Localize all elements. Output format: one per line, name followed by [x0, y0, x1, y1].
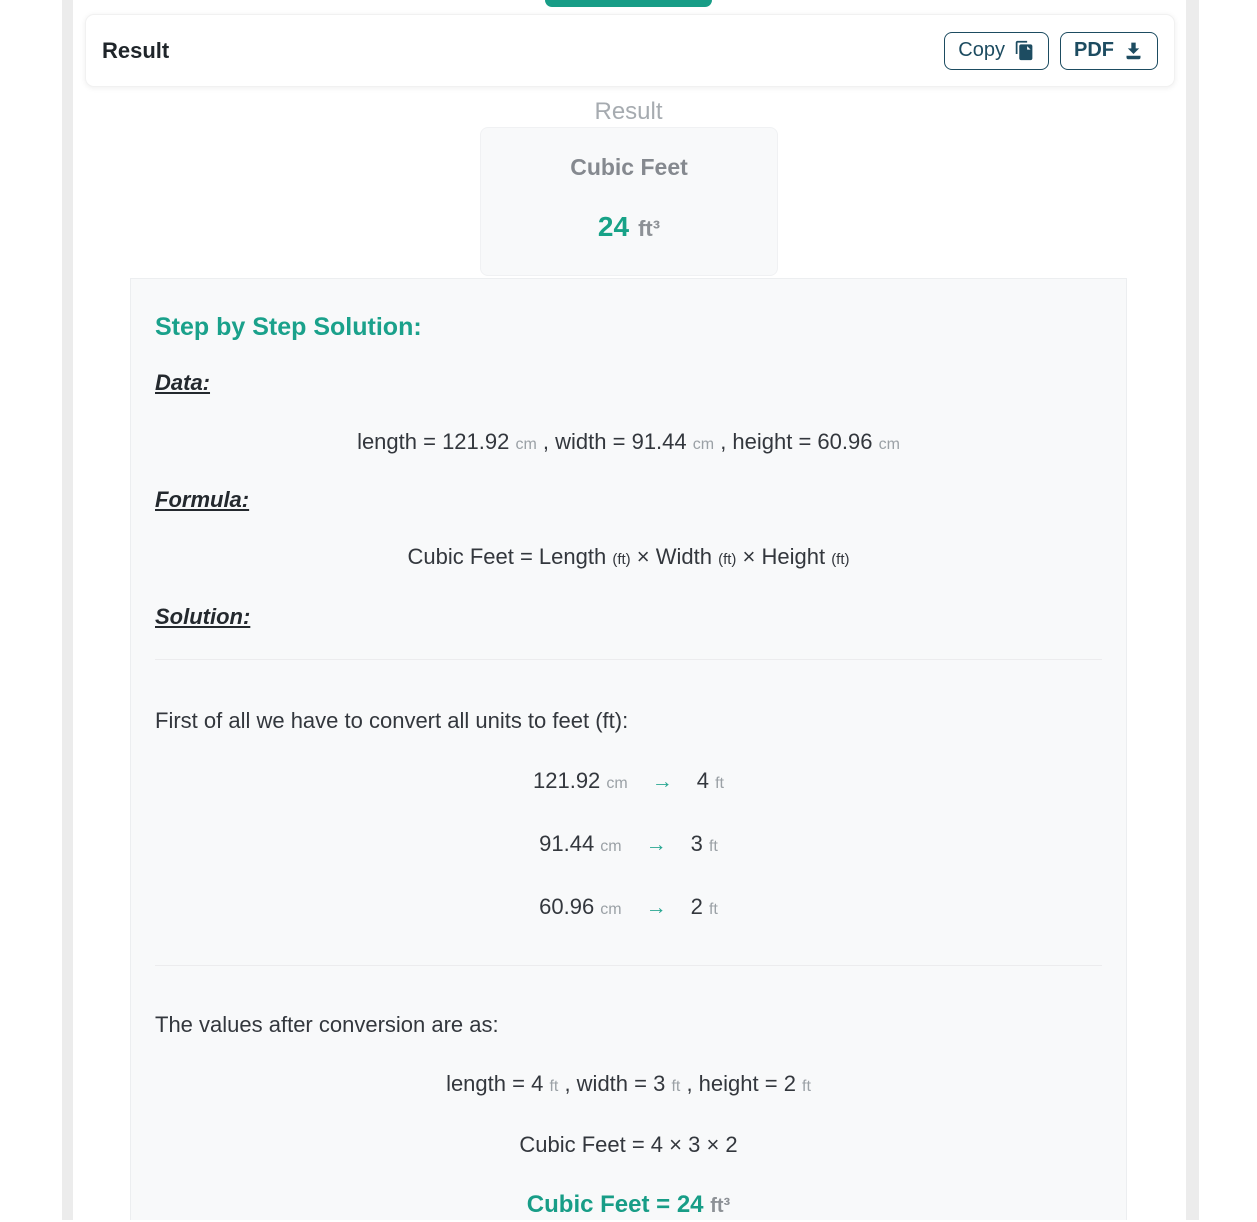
text-segment: 4	[696, 768, 716, 793]
text-segment: ft	[715, 775, 724, 792]
result-caption: Result	[594, 98, 663, 125]
text-segment: 2	[690, 894, 709, 919]
text-segment: (ft)	[831, 551, 850, 568]
formula-line	[155, 542, 1102, 575]
text-segment: 91.44	[539, 831, 601, 856]
pdf-button-label: PDF	[1074, 39, 1114, 61]
result-unit-name: Cubic Feet	[570, 154, 688, 180]
converted-values-line	[155, 1069, 1102, 1102]
text-segment: cm	[515, 436, 537, 453]
copy-button-label: Copy	[958, 39, 1005, 61]
text-segment: ft³	[710, 1195, 731, 1217]
text-segment: Cubic Feet = Length	[407, 544, 613, 569]
conversion-intro: First of all we have to convert all units to feet (ft):	[155, 708, 629, 733]
text-segment: , height = 2	[680, 1071, 803, 1096]
right-gutter-divider	[1186, 0, 1199, 1220]
result-header-card	[85, 14, 1175, 87]
text-segment: , width = 3	[558, 1071, 672, 1096]
pdf-button[interactable]	[1060, 32, 1158, 70]
text-segment: ft	[671, 1078, 681, 1095]
final-result-line	[155, 1189, 1102, 1222]
conversion-row	[155, 892, 1102, 925]
page-title: Result	[102, 37, 170, 63]
copy-icon	[1014, 40, 1035, 61]
header-actions	[944, 32, 1158, 70]
text-segment: (ft)	[718, 551, 737, 568]
step-solution-panel	[130, 278, 1127, 1220]
text-segment: (ft)	[612, 551, 631, 568]
text-segment: →	[645, 833, 667, 856]
text-segment: cm	[606, 775, 628, 792]
download-icon	[1123, 40, 1144, 61]
text-segment: × Height	[736, 544, 832, 569]
data-heading: Data:	[155, 370, 211, 395]
conversion-row	[155, 766, 1102, 799]
text-segment: cm	[692, 436, 715, 453]
text-segment: cm	[600, 838, 622, 855]
text-segment: length = 4	[446, 1071, 550, 1096]
step-solution-title: Step by Step Solution:	[155, 313, 422, 341]
divider	[155, 659, 1102, 660]
text-segment: , width = 91.44	[536, 429, 693, 454]
text-segment: ft	[549, 1078, 559, 1095]
result-value: 24	[597, 211, 630, 242]
text-segment: 121.92	[533, 768, 607, 793]
text-segment: →	[645, 896, 667, 919]
text-segment: length = 121.92	[357, 429, 516, 454]
text-segment: Cubic Feet = 24	[526, 1191, 711, 1218]
data-values-line	[155, 427, 1102, 460]
converted-values-intro: The values after conversion are as:	[155, 1012, 499, 1037]
text-segment: ft	[802, 1078, 811, 1095]
solution-heading: Solution:	[155, 604, 251, 629]
text-segment: 60.96	[539, 894, 601, 919]
text-segment: ft	[708, 901, 718, 918]
calculate-button-partial[interactable]	[545, 0, 712, 7]
text-segment: × Width	[630, 544, 719, 569]
text-segment: ft	[708, 838, 718, 855]
calculation-line	[155, 1130, 1102, 1160]
result-value-card	[480, 127, 778, 276]
copy-button[interactable]	[944, 32, 1049, 70]
text-segment: →	[651, 770, 673, 793]
divider	[155, 965, 1102, 966]
text-segment: Cubic Feet = 4 × 3 × 2	[519, 1132, 738, 1157]
formula-heading: Formula:	[155, 487, 250, 512]
result-value-unit: ft³	[638, 216, 661, 241]
left-gutter-divider	[62, 0, 73, 1220]
text-segment: cm	[878, 436, 900, 453]
text-segment: , height = 60.96	[714, 429, 879, 454]
text-segment: cm	[600, 901, 622, 918]
text-segment: 3	[690, 831, 709, 856]
conversion-row	[155, 829, 1102, 862]
result-value-line	[481, 211, 777, 243]
